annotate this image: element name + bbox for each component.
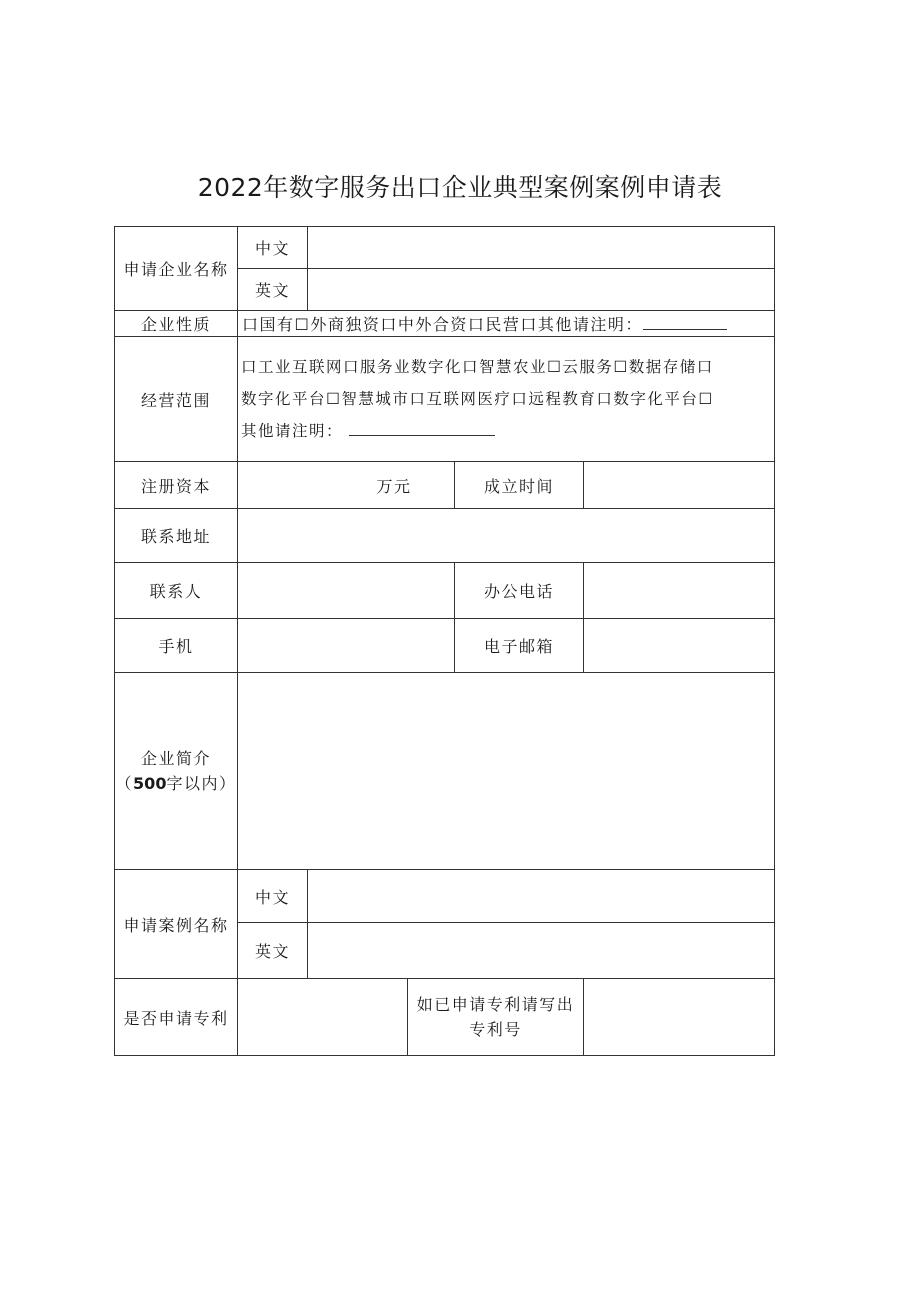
patent-number-label-line1: 如已申请专利请写出 bbox=[416, 995, 575, 1014]
office-phone-field[interactable] bbox=[584, 563, 775, 619]
contact-address-field[interactable] bbox=[238, 509, 775, 563]
company-nature-label: 企业性质 bbox=[115, 311, 238, 337]
profile-label-rest: 字以内） bbox=[166, 774, 237, 793]
business-scope-other-blank[interactable] bbox=[349, 421, 495, 436]
profile-paren-open: （ bbox=[115, 774, 134, 793]
established-date-field[interactable] bbox=[584, 462, 775, 509]
company-profile-label bbox=[115, 673, 238, 870]
company-profile-field[interactable] bbox=[238, 673, 775, 870]
office-phone-label: 办公电话 bbox=[455, 563, 584, 619]
contact-person-label: 联系人 bbox=[115, 563, 238, 619]
case-name-zh-field[interactable] bbox=[308, 870, 775, 923]
company-profile-label-line1: 企业简介 bbox=[140, 749, 211, 768]
patent-number-label-line2: 专利号 bbox=[469, 1020, 522, 1039]
company-profile-label-line2 bbox=[115, 771, 237, 796]
case-name-en-label: 英文 bbox=[238, 923, 308, 979]
contact-address-label: 联系地址 bbox=[115, 509, 238, 563]
mobile-label: 手机 bbox=[115, 619, 238, 673]
application-form-table bbox=[114, 226, 775, 1056]
business-scope-options[interactable] bbox=[238, 337, 775, 462]
patent-apply-field[interactable] bbox=[238, 979, 408, 1056]
business-scope-line-3 bbox=[241, 415, 771, 447]
patent-number-label bbox=[408, 979, 584, 1056]
company-name-zh-label: 中文 bbox=[238, 227, 308, 269]
company-name-zh-field[interactable] bbox=[308, 227, 775, 269]
patent-apply-label: 是否申请专利 bbox=[115, 979, 238, 1056]
established-date-label: 成立时间 bbox=[455, 462, 584, 509]
company-nature-other-blank[interactable] bbox=[643, 315, 727, 330]
company-name-en-label: 英文 bbox=[238, 269, 308, 311]
company-name-en-field[interactable] bbox=[308, 269, 775, 311]
registered-capital-label: 注册资本 bbox=[115, 462, 238, 509]
email-label: 电子邮箱 bbox=[455, 619, 584, 673]
case-name-en-field[interactable] bbox=[308, 923, 775, 979]
contact-person-field[interactable] bbox=[238, 563, 455, 619]
email-field[interactable] bbox=[584, 619, 775, 673]
business-scope-label: 经营范围 bbox=[115, 337, 238, 462]
case-name-zh-label: 中文 bbox=[238, 870, 308, 923]
profile-char-count: 500 bbox=[133, 774, 167, 793]
business-scope-line-2: 数字化平台☐智慧城市口互联网医疗口远程教育口数字化平台☐ bbox=[241, 390, 714, 408]
registered-capital-field[interactable] bbox=[238, 462, 455, 509]
registered-capital-unit: 万元 bbox=[376, 476, 412, 496]
business-scope-other-text: 其他请注明： bbox=[241, 422, 344, 440]
business-scope-line-1: 口工业互联网口服务业数字化口智慧农业☐云服务☐数据存储口 bbox=[241, 358, 714, 376]
form-title: 2022年数字服务出口企业典型案例案例申请表 bbox=[197, 173, 723, 202]
case-name-label: 申请案例名称 bbox=[115, 870, 238, 979]
patent-number-field[interactable] bbox=[584, 979, 775, 1056]
company-name-label: 申请企业名称 bbox=[115, 227, 238, 311]
company-nature-options-text: 口国有☐外商独资口中外合资口民营口其他请注明： bbox=[242, 315, 643, 334]
mobile-field[interactable] bbox=[238, 619, 455, 673]
company-nature-options[interactable] bbox=[238, 311, 775, 337]
